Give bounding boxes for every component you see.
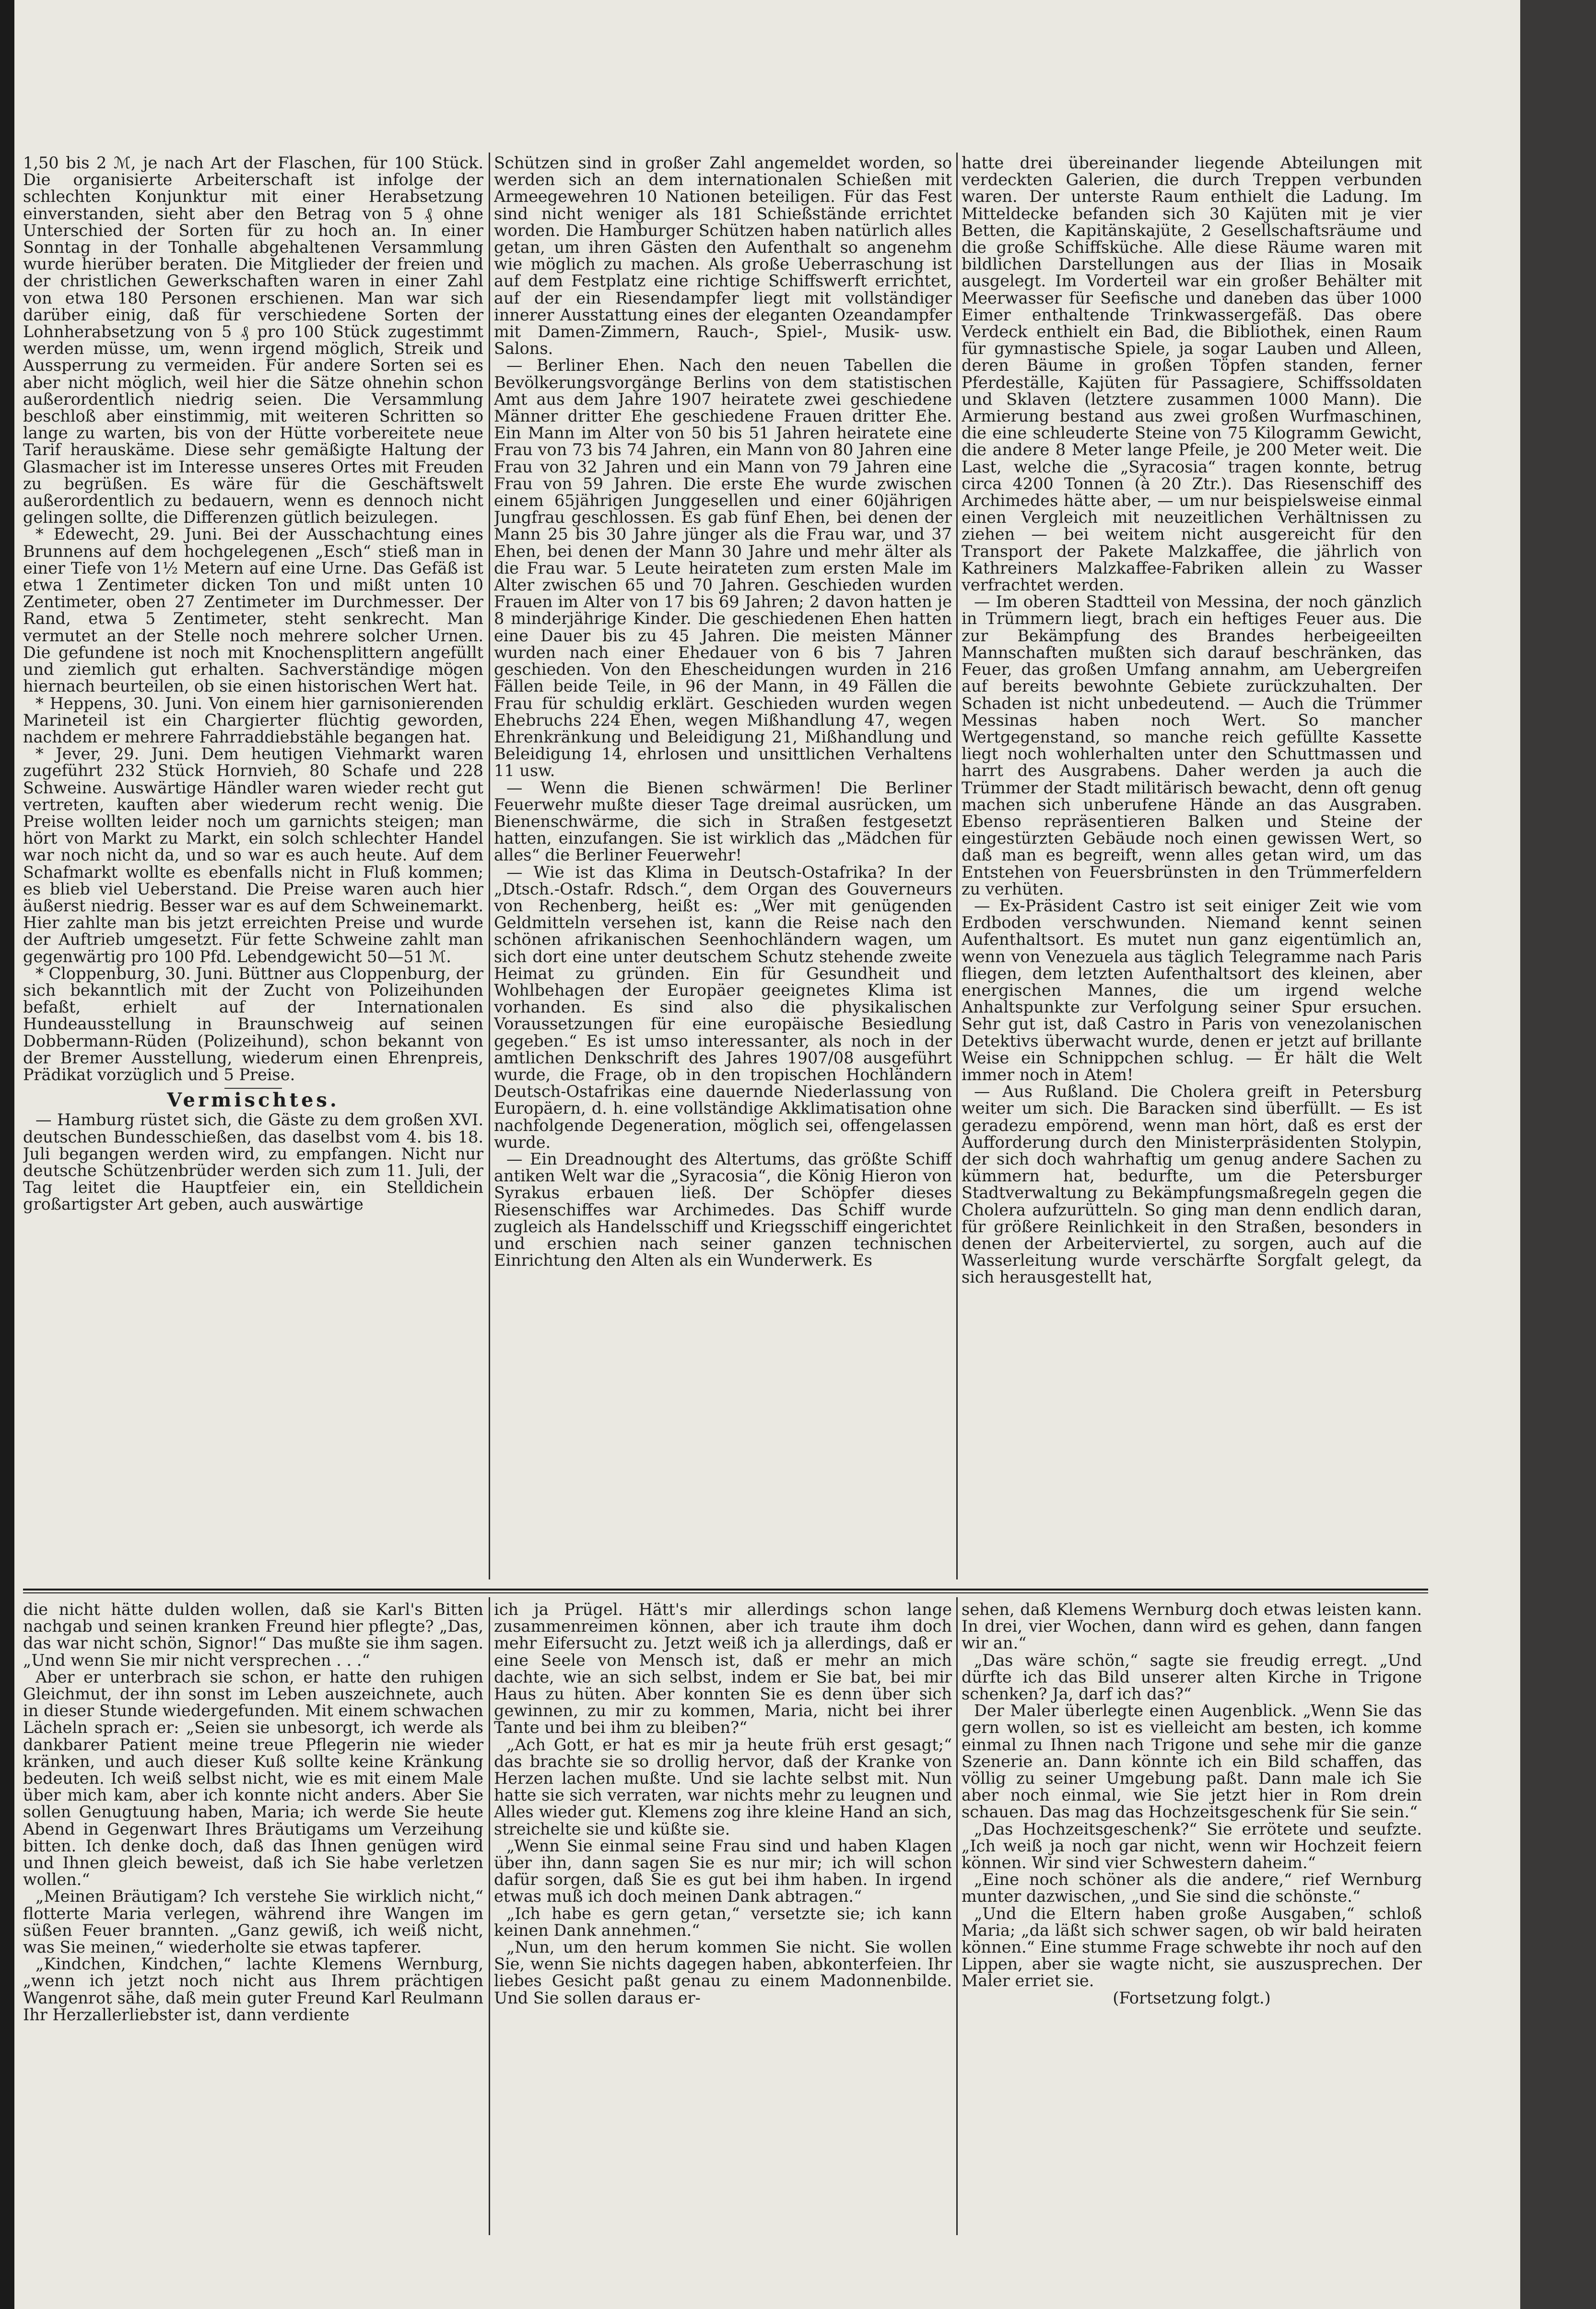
story-paragraph: „Wenn Sie einmal seine Frau sind und haben Klagen über ihn, dann sagen Sie es nur mir; ich will schon dafür sorgen, daß Sie es gut bei ihm haben. In irgend etwas muß ich doch meinen Dank abtragen.“	[494, 1836, 952, 1906]
news-item-dreadnought: — Ein Dreadnought des Altertums, das größte Schiff antiken Welt war die „Syracosia“, die König Hieron von Syrakus erbauen ließ. Der Schöpfer dieses Riesenschiffes war Archimedes. Das Schiff wurde zugleich als Handelsschiff und Kriegsschiff eingerichtet und erschien nach seiner ganzen technischen Einrichtung den Alten als ein Wunderwerk. Es	[494, 1149, 952, 1270]
scan-left-edge	[0, 0, 14, 2309]
story-paragraph: „Ach Gott, er hat es mir ja heute früh erst gesagt;“ das brachte sie so drollig hervor, daß der Kranke von Herzen lachen mußte. Und sie lachte selbst mit. Nun hatte sie sich verraten, war nichts mehr zu leugnen und Alles wieder gut. Klemens zog ihre kleine Hand an sich, streichelte sie und küßte sie.	[494, 1735, 952, 1838]
story-paragraph: „Eine noch schöner als die andere,“ rief Wernburg munter dazwischen, „und Sie sind die schönste.“	[962, 1870, 1422, 1906]
story-paragraph: Der Maler überlegte einen Augenblick. „Wenn Sie das gern wollen, so ist es vielleicht am besten, ich komme einmal zu Ihnen nach Trigone und sehe mir die ganze Szenerie an. Dann könnte ich ein Bild schaffen, das völlig zu seiner Umgebung paßt. Dann male ich Sie aber noch einmal, wie Sie jetzt hier in Rom drein schauen. Das mag das Hochzeitsgeschenk für Sie sein.“	[962, 1701, 1422, 1822]
continuation-note: (Fortsetzung folgt.)	[1113, 1988, 1271, 2007]
section-divider-rule	[23, 1589, 1428, 1590]
news-item-castro: — Ex-Präsident Castro ist seit einiger Zeit wie vom Erdboden verschwunden. Niemand kennt seinen Aufenthaltsort. Es mutet nun ganz eigentümlich an, wenn von Venezuela aus täglich Telegramme nach Paris fliegen, dem letzten Aufenthaltsort des kleinen, aber energischen Mannes, die um irgend welche Anhaltspunkte zur Verfolgung seiner Spur ersuchen. Sehr gut ist, daß Castro in Paris von venezolanischen Detektivs überwacht wurde, denen er jetzt auf brillante Weise ein Schnippchen schlug. — Er hält die Welt immer noch in Atem!	[962, 896, 1422, 1084]
article-paragraph: Schützen sind in großer Zahl angemeldet worden, so werden sich an dem internationalen Schießen mit Armeegewehren 10 Nationen beteiligen. Für das Fest sind nicht weniger als 181 Schießstände errichtet worden. Die Hamburger Schützen haben natürlich alles getan, um ihren Gästen den Aufenthalt so angenehm wie möglich zu machen. Als große Ueberraschung ist auf dem Festplatz eine richtige Schiffswerft errichtet, auf der ein Riesendampfer liegt mit vollständiger innerer Ausstattung eines der eleganten Ozeandampfer mit Damen-Zimmern, Rauch-, Spiel-, Musik- usw. Salons.	[494, 154, 952, 358]
column-rule	[489, 1597, 490, 2235]
column-rule	[489, 153, 490, 1579]
news-item-jever: * Jever, 29. Juni. Dem heutigen Viehmarkt waren zugeführt 232 Stück Hornvieh, 80 Schafe und 228 Schweine. Auswärtige Händler waren wieder recht gut vertreten, kauften aber wiederum recht wenig. Die Preise wollten leider noch um garnichts steigen; man hört von Markt zu Markt, ein solch schlechter Handel war noch nicht da, und so war es auch heute. Auf dem Schafmarkt wollte es ebenfalls nicht in Fluß kommen; es blieb viel Ueberstand. Die Preise waren auch hier äußerst niedrig. Besser war es auf dem Schweinemarkt. Hier zahlte man bis jetzt erreichten Preise und wurde der Auftrieb umgesetzt. Für fette Schweine zahlt man gegenwärtig pro 100 Pfd. Lebendgewicht 50—51 ℳ.	[23, 744, 483, 966]
story-paragraph: Aber er unterbrach sie schon, er hatte den ruhigen Gleichmut, der ihn sonst im Leben auszeichnete, auch in dieser Stunde wiedergefunden. Mit einem schwachen Lächeln sprach er: „Seien sie unbesorgt, ich werde als dankbarer Patient meine treue Pflegerin nie wieder kränken, und auch dieser Kuß sollte keine Kränkung bedeuten. Ich weiß selbst nicht, wie es mit einem Male über mich kam, aber ich konnte nicht anders. Aber Sie sollen Genugtuung haben, Maria; ich werde Sie heute Abend in Gegenwart Ihres Bräutigams um Verzeihung bitten. Ich denke doch, daß das Ihnen genügen wird und Ihnen gleich beweist, daß ich Sie habe verletzen wollen.“	[23, 1667, 483, 1889]
story-paragraph: „Das Hochzeitsgeschenk?“ Sie errötete und seufzte. „Ich weiß ja noch gar nicht, wenn wir Hochzeit feiern können. Wir sind vier Schwestern daheim.“	[962, 1819, 1422, 1873]
top-column-3	[962, 154, 1422, 1589]
story-paragraph: „Kindchen, Kindchen,“ lachte Klemens Wernburg, „wenn ich jetzt noch nicht aus Ihrem prächtigen Wangenrot sähe, daß mein guter Freund Karl Reulmann Ihr Herzallerliebster ist, dann verdiente	[23, 1955, 483, 2024]
news-item-messina: — Im oberen Stadtteil von Messina, der noch gänzlich in Trümmern liegt, brach ein heftiges Feuer aus. Die zur Bekämpfung des Brandes herbeigeeilten Mannschaften mußten sich darauf beschränken, das Feuer, das großen Umfang annahm, am Uebergreifen auf bereits bewohnte Gebiete zurückzuhalten. Der Schaden ist nicht unbedeutend. — Auch die Trümmer Messinas haben noch Wert. So mancher Wertgegenstand, so manche reich gefüllte Kassette liegt noch wohlerhalten unter den Schuttmassen und harrt des Ausgrabens. Daher werden ja auch die Trümmer der Stadt militärisch bewacht, denn oft genug machen sich unberufene Hände an das Ausgraben. Ebenso repräsentieren Balken und Steine der eingestürzten Gebäude noch einen gewissen Wert, so daß man es begreift, wenn alles getan wird, um das Entstehen von Feuersbrünsten in den Trümmerfeldern zu verhüten.	[962, 592, 1422, 898]
top-column-1	[23, 154, 483, 1589]
news-item-berliner-ehen: — Berliner Ehen. Nach den neuen Tabellen die Bevölkerungsvorgänge Berlins von dem statistischen Amt aus dem Jahre 1907 heiratete zwei geschiedene Männer dritter Ehe geschiedene Frauen dritter Ehe. Ein Mann im Alter von 50 bis 51 Jahren heiratete eine Frau von 73 bis 74 Jahren, ein Mann von 80 Jahren eine Frau von 32 Jahren und ein Mann von 79 Jahren eine Frau von 59 Jahren. Die erste Ehe wurde zwischen einem 65jährigen Junggesellen und einer 60jährigen Jungfrau geschlossen. Es gab fünf Ehen, bei denen der Mann 25 bis 30 Jahre jünger als die Frau war, und 37 Ehen, bei denen der Mann 30 Jahre und mehr älter als die Frau war. 5 Leute heirateten zum ersten Male im Alter zwischen 65 und 70 Jahren. Geschieden wurden Frauen im Alter von 17 bis 69 Jahren; 2 davon hatten je 8 minderjährige Kinder. Die geschiedenen Ehen hatten eine Dauer bis zu 45 Jahren. Die meisten Männer wurden nach einer Ehedauer von 6 bis 7 Jahren geschieden. Von den Ehescheidungen wurden in 216 Fällen beide Teile, in 96 der Mann, in 49 Fällen die Frau für schuldig erklärt. Geschieden wurden wegen Ehebruchs 224 Ehen, wegen Mißhandlung 47, wegen Ehrenkränkung und Beleidigung 21, Mißhandlung und Beleidigung 14, ehrlosen und unsittlichen Verhaltens 11 usw.	[494, 356, 952, 780]
top-column-2	[494, 154, 952, 1589]
story-paragraph: „Ich habe es gern getan,“ versetzte sie; ich kann keinen Dank annehmen.“	[494, 1904, 952, 1940]
news-item-bienen: — Wenn die Bienen schwärmen! Die Berliner Feuerwehr mußte dieser Tage dreimal ausrücken, um Bienenschwärme, die sich in Straßen festgesetzt hatten, einzufangen. Sie ist wirklich das „Mädchen für alles“ die Berliner Feuerwehr!	[494, 778, 952, 865]
news-item-ostafrika: — Wie ist das Klima in Deutsch-Ostafrika? In der „Dtsch.-Ostafr. Rdsch.“, dem Organ des Gouverneurs von Rechenberg, heißt es: „Wer mit genügenden Geldmitteln versehen ist, kann die Reise nach den schönen afrikanischen Seenhochländern wagen, um sich dort eine unter deutschem Schutz stehende zweite Heimat zu gründen. Ein für Gesundheit und Wohlbehagen der Europäer geeignetes Klima ist vorhanden. Es sind also die physikalischen Voraussetzungen für eine europäische Besiedlung gegeben.“ Es ist umso interessanter, als noch in der amtlichen Denkschrift des Jahres 1907/08 ausgeführt wurde, die Frage, ob in den tropischen Hochländern Deutsch-Ostafrikas eine dauernde Niederlassung von Europäern, d. h. eine vollständige Akklimatisation ohne nachfolgende Degeneration, möglich sei, offengelassen wurde.	[494, 862, 952, 1152]
story-paragraph: ich ja Prügel. Hätt's mir allerdings schon lange zusammenreimen können, aber ich traute ihm doch mehr Eifersucht zu. Jetzt weiß ich ja allerdings, daß er eine Seele von Mensch ist, daß er mehr an mich dachte, wie an sich selbst, indem er Sie bat, bei mir Haus zu hüten. Aber konnten Sie es denn über sich gewinnen, zu mir zu kommen, Maria, nicht bei ihrer Tante und bei ihm zu bleiben?“	[494, 1601, 952, 1737]
news-item-cloppenburg: * Cloppenburg, 30. Juni. Büttner aus Cloppenburg, der sich bekanntlich mit der Zucht von Polizeihunden befaßt, erhielt auf der Internationalen Hundeausstellung in Braunschweig auf seinen Dobbermann-Rüden (Polizeihund), schon bekannt von der Bremer Ausstellung, wiederum einen Ehrenpreis, Prädikat vorzüglich und 5 Preise.	[23, 964, 483, 1084]
story-paragraph: die nicht hätte dulden wollen, daß sie Karl's Bitten nachgab und seinen kranken Freund hier pflegte? „Das, das war nicht schön, Signor!“ Das mußte sie ihm sagen. „Und wenn Sie mir nicht versprechen . . .“	[23, 1601, 483, 1670]
scan-right-edge	[1520, 0, 1596, 2309]
news-item-russland: — Aus Rußland. Die Cholera greift in Petersburg weiter um sich. Die Baracken sind überfüllt. — Es ist geradezu empörend, wenn man hört, daß es erst der Aufforderung durch den Ministerpräsidenten Stolypin, der sich doch wahrhaftig um genug andere Sachen zu kümmern hat, bedurfte, um die Petersburger Stadtverwaltung zu Bekämpfungsmaßregeln gegen die Cholera aufzurütteln. So ging man denn endlich daran, für größere Reinlichkeit in den Straßen, besonders in denen der Arbeiterviertel, zu sorgen, auch auf die Wasserleitung wurde verschärfte Sorgfalt gelegt, da sich herausgestellt hat,	[962, 1082, 1422, 1287]
news-item-heppens: * Heppens, 30. Juni. Von einem hier garnisonierenden Marineteil ist ein Chargierter flüchtig geworden, nachdem er mehrere Fahrraddiebstähle begangen hat.	[23, 694, 483, 746]
story-paragraph: „Und die Eltern haben große Ausgaben,“ schloß Maria; „da läßt sich schwer sagen, ob wir bald heiraten können.“ Eine stumme Frage schwebte ihr noch auf den Lippen, aber sie wagte nicht, sie auszusprechen. Der Maler erriet sie.	[962, 1904, 1422, 1991]
article-paragraph: 1,50 bis 2 ℳ, je nach Art der Flaschen, für 100 Stück. Die organisierte Arbeiterschaft ist infolge der schlechten Konjunktur mit einer Herabsetzung einverstanden, sieht aber den Betrag von 5 ₰ ohne Unterschied der Sorten für zu hoch an. In einer Sonntag in der Tonhalle abgehaltenen Versammlung wurde hierüber beraten. Die Mitglieder der freien und der christlichen Gewerkschaften waren in einer Zahl von etwa 180 Personen erschienen. Man war sich darüber einig, daß für verschiedene Sorten der Lohnherabsetzung von 5 ₰ pro 100 Stück zugestimmt werden müsse, um, wenn irgend möglich, Streik und Aussperrung zu vermeiden. Für andere Sorten sei es aber nicht möglich, weil hier die Sätze ohnehin schon außerordentlich niedrig seien. Die Versammlung beschloß aber einstimmig, mit weiteren Schritten so lange zu warten, bis von der Hütte vorbereitete neue Tarif herauskäme. Diese sehr gemäßigte Haltung der Glasmacher ist im Interesse unseres Ortes mit Freuden zu begrüßen. Es wäre für die Geschäftswelt außerordentlich zu bedauern, wenn es dennoch nicht gelingen sollte, die Differenzen gütlich beizulegen.	[23, 154, 483, 527]
serial-column-1	[23, 1601, 483, 2239]
column-rule	[956, 1597, 958, 2235]
serial-column-3	[962, 1601, 1422, 2239]
story-paragraph: „Meinen Bräutigam? Ich verstehe Sie wirklich nicht,“ flotterte Maria verlegen, während ihre Wangen im süßen Feuer brannten. „Ganz gewiß, ich weiß nicht, was Sie meinen,“ wiederholte sie etwas tapferer.	[23, 1887, 483, 1957]
story-paragraph: sehen, daß Klemens Wernburg doch etwas leisten kann. In drei, vier Wochen, dann wird es gehen, dann fangen wir an.“	[962, 1601, 1422, 1653]
newspaper-page	[14, 0, 1520, 2309]
section-divider-rule-thin	[23, 1592, 1428, 1593]
news-item-hamburg: — Hamburg rüstet sich, die Gäste zu dem großen XVI. deutschen Bundesschießen, das daselbst vom 4. bis 18. Juli begangen werden wird, zu empfangen. Nicht nur deutsche Schützenbrüder werden sich zum 11. Juli, der Tag leitet die Hauptfeier ein, ein Stelldichein großartigster Art geben, auch auswärtige	[23, 1110, 483, 1214]
column-rule	[956, 153, 958, 1579]
article-paragraph: hatte drei übereinander liegende Abteilungen mit verdeckten Galerien, die durch Treppen verbunden waren. Der unterste Raum enthielt die Ladung. Im Mitteldecke befanden sich 30 Kajüten mit je vier Betten, die Kapitänskajüte, 2 Gesellschaftsräume und die große Schiffsküche. Alle diese Räume waren mit bildlichen Darstellungen aus der Ilias in Mosaik ausgelegt. Im Vorderteil war ein großer Behälter mit Meerwasser für Seefische und daneben das über 1000 Eimer enthaltende Trinkwassergefäß. Das obere Verdeck enthielt ein Bad, die Bibliothek, einen Raum für gymnastische Spiele, ja sogar Lauben und Alleen, deren Bäume in großen Töpfen standen, ferner Pferdeställe, Kajüten für Passagiere, Schiffssoldaten und Sklaven (letztere zusammen 1000 Mann). Die Armierung bestand aus zwei großen Wurfmaschinen, die eine schleuderte Steine von 75 Kilogramm Gewicht, die andere 8 Meter lange Pfeile, je 200 Meter weit. Die Last, welche die „Syracosia“ tragen konnte, betrug circa 4200 Tonnen (à 20 Ztr.). Das Riesenschiff des Archimedes hätte aber, — um nur beispielsweise einmal einen Vergleich mit neuzeitlichen Verhältnissen zu ziehen — bei weitem nicht ausgereicht für den Transport der Pakete Malzkaffee, die jährlich von Kathreiners Malzkaffee-Fabriken allein zu Wasser verfrachtet werden.	[962, 154, 1422, 595]
serial-column-2	[494, 1601, 952, 2239]
story-paragraph: „Nun, um den herum kommen Sie nicht. Sie wollen Sie, wenn Sie nichts dagegen haben, abkonterfeien. Ihr liebes Gesicht paßt genau zu einem Madonnenbilde. Und Sie sollen daraus er-	[494, 1938, 952, 2007]
story-paragraph: „Das wäre schön,“ sagte sie freudig erregt. „Und dürfte ich das Bild unserer alten Kirche in Trigone schenken? Ja, darf ich das?“	[962, 1650, 1422, 1704]
news-item-edewecht: * Edewecht, 29. Juni. Bei der Ausschachtung eines Brunnens auf dem hochgelegenen „Esch“ stieß man in einer Tiefe von 1½ Metern auf eine Urne. Das Gefäß ist etwa 1 Zentimeter dicken Ton und mißt unten 10 Zentimeter, oben 27 Zentimeter im Durchmesser. Der Rand, etwa 5 Zentimeter, steht senkrecht. Man vermutet an der Stelle noch mehrere solcher Urnen. Die gefundene ist noch mit Knochensplittern angefüllt und ziemlich gut erhalten. Sachverständige mögen hiernach beurteilen, ob sie einen historischen Wert hat.	[23, 525, 483, 696]
section-heading: Vermischtes.	[167, 1089, 340, 1112]
